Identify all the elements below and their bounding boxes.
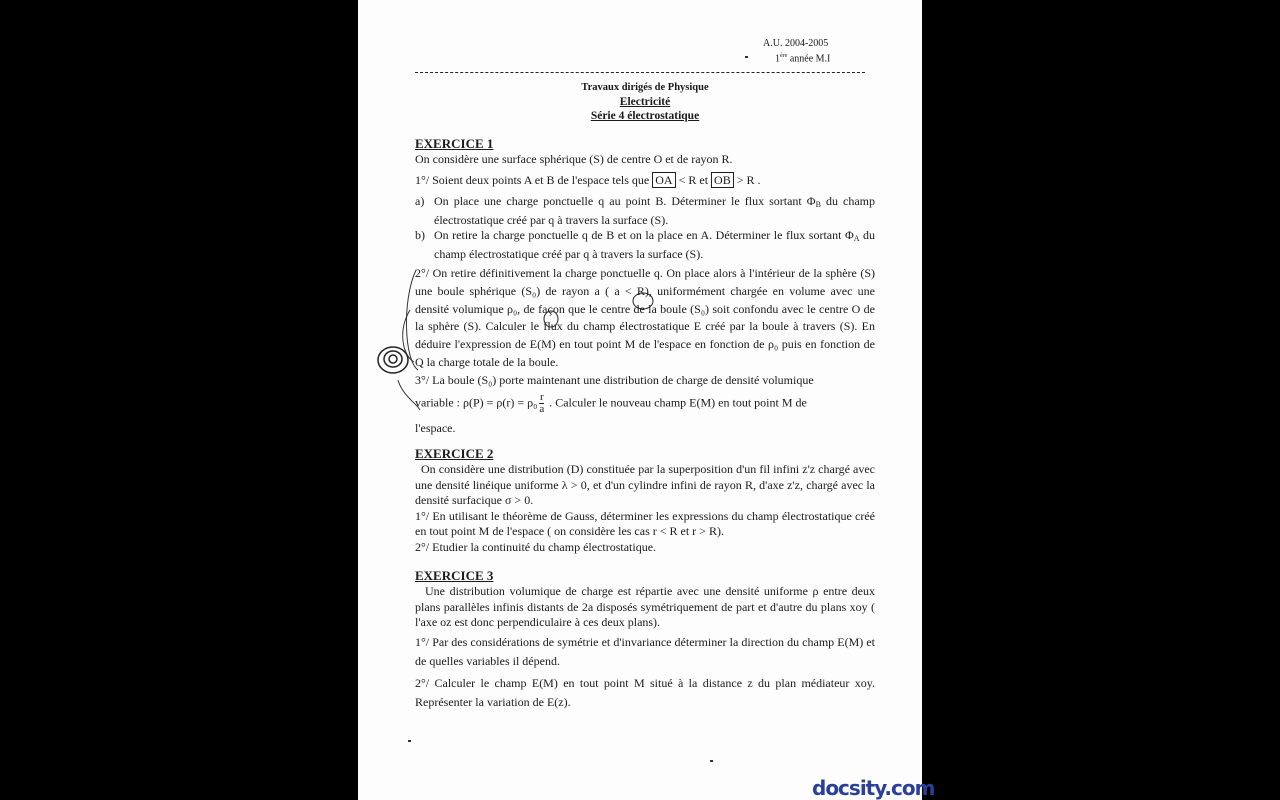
exercise-1-intro: On considère une surface sphérique (S) de centre O et de rayon R. <box>415 152 733 166</box>
exercise-1-q1b: b) On retire la charge ponctuelle q de B et on la place en A. Déterminer le flux sortant $\Phi_A$ du champ électrostatique créé par q à travers la surface (S). <box>415 228 875 261</box>
academic-year: A.U. 2004-2005 <box>763 38 829 49</box>
vector-ob: $\overline{OB}$ <box>711 172 734 188</box>
exercise-2-title: EXERCICE 2 <box>415 446 494 461</box>
exercise-1-q2: 2°/ On retire définitivement la charge ponctuelle q. On place alors à l'intérieur de la sphère (S) une boule sphérique (S₀) de rayon a ( a < R), uniformément chargée en volume avec une densité volumique ρ₀, de façon que le centre de la boule (S₀) soit confondu avec le centre O de la sphère (S). Calculer le flux du champ électrostatique E créé par la boule à travers (S). En déduire l'expression de E(M) en tout point M de l'espace en fonction de ρ₀ puis en fonction de Q la charge totale de la boule. <box>415 266 875 369</box>
level: 1ère année M.I <box>775 53 831 65</box>
exercise-1-q3-line1: 3°/ La boule (S₀) porte maintenant une distribution de charge de densité volumique <box>415 372 814 387</box>
left-frame <box>0 0 358 800</box>
exercise-1-q1: 1°/ Soient deux points A et B de l'espace tels que $\overline{OA} < R$ et $\overline{OB} > R$ . <box>415 172 761 187</box>
exercise-1-q3-line3: l'espace. <box>415 420 456 435</box>
vector-oa: $\overline{OA}$ <box>652 172 675 188</box>
exercise-2-intro: On considère une distribution (D) constituée par la superposition d'un fil infini z'z chargé avec une densité linéique uniforme λ > 0, et d'un cylindre infini de rayon R, d'axe z'z, chargé avec la densité surfacique σ > 0. <box>415 462 875 507</box>
exercise-2-q2: 2°/ Etudier la continuité du champ électrostatique. <box>415 539 657 554</box>
exercise-1-title: EXERCICE 1 <box>415 136 494 151</box>
title-course: Travaux dirigés de Physique <box>581 82 709 93</box>
exercise-2-q1: 1°/ En utilisant le théorème de Gauss, déterminer les expressions du champ électrostatique créé en tout point M de l'espace ( on considère les cas r < R et r > R). <box>415 508 875 538</box>
exercise-3-title: EXERCICE 3 <box>415 568 494 583</box>
scan-speck <box>745 56 748 58</box>
exercise-1-q3-line2: variable : ρ(P) = ρ(r) = ρ₀ $\frac{r}{a}$ . Calculer le nouveau champ E(M) en tout point M de <box>415 390 807 415</box>
right-frame <box>922 0 1280 800</box>
scan-speck <box>710 760 713 762</box>
exercise-3-intro: Une distribution volumique de charge est répartie avec une densité uniforme ρ entre deux plans parallèles infinis distants de 2a disposés symétriquement de part et d'autre du plans xoy ( l'axe oz est donc perpendiculaire à ces deux plans). <box>415 584 875 629</box>
docsity-logo[interactable]: docsity.com <box>812 776 935 800</box>
handwritten-annotations <box>358 0 922 800</box>
title-subject: Electricité <box>619 96 671 108</box>
fraction-r-over-a: $\frac{r}{a}$ <box>539 390 545 415</box>
exercise-3-q2: 2°/ Calculer le champ E(M) en tout point M situé à la distance z du plan médiateur xoy. Représenter la variation de E(z). <box>415 675 875 709</box>
document-page <box>358 0 922 800</box>
exercise-3-q1: 1°/ Par des considérations de symétrie et d'invariance déterminer la direction du champ E(M) et de quelles variables il dépend. <box>415 634 875 668</box>
scan-speck <box>408 740 411 742</box>
title-series: Série 4 électrostatique <box>590 110 700 122</box>
exercise-1-q1a: a) On place une charge ponctuelle q au point B. Déterminer le flux sortant $\Phi_B$ du champ électrostatique créé par q à travers la surface (S). <box>415 194 875 227</box>
